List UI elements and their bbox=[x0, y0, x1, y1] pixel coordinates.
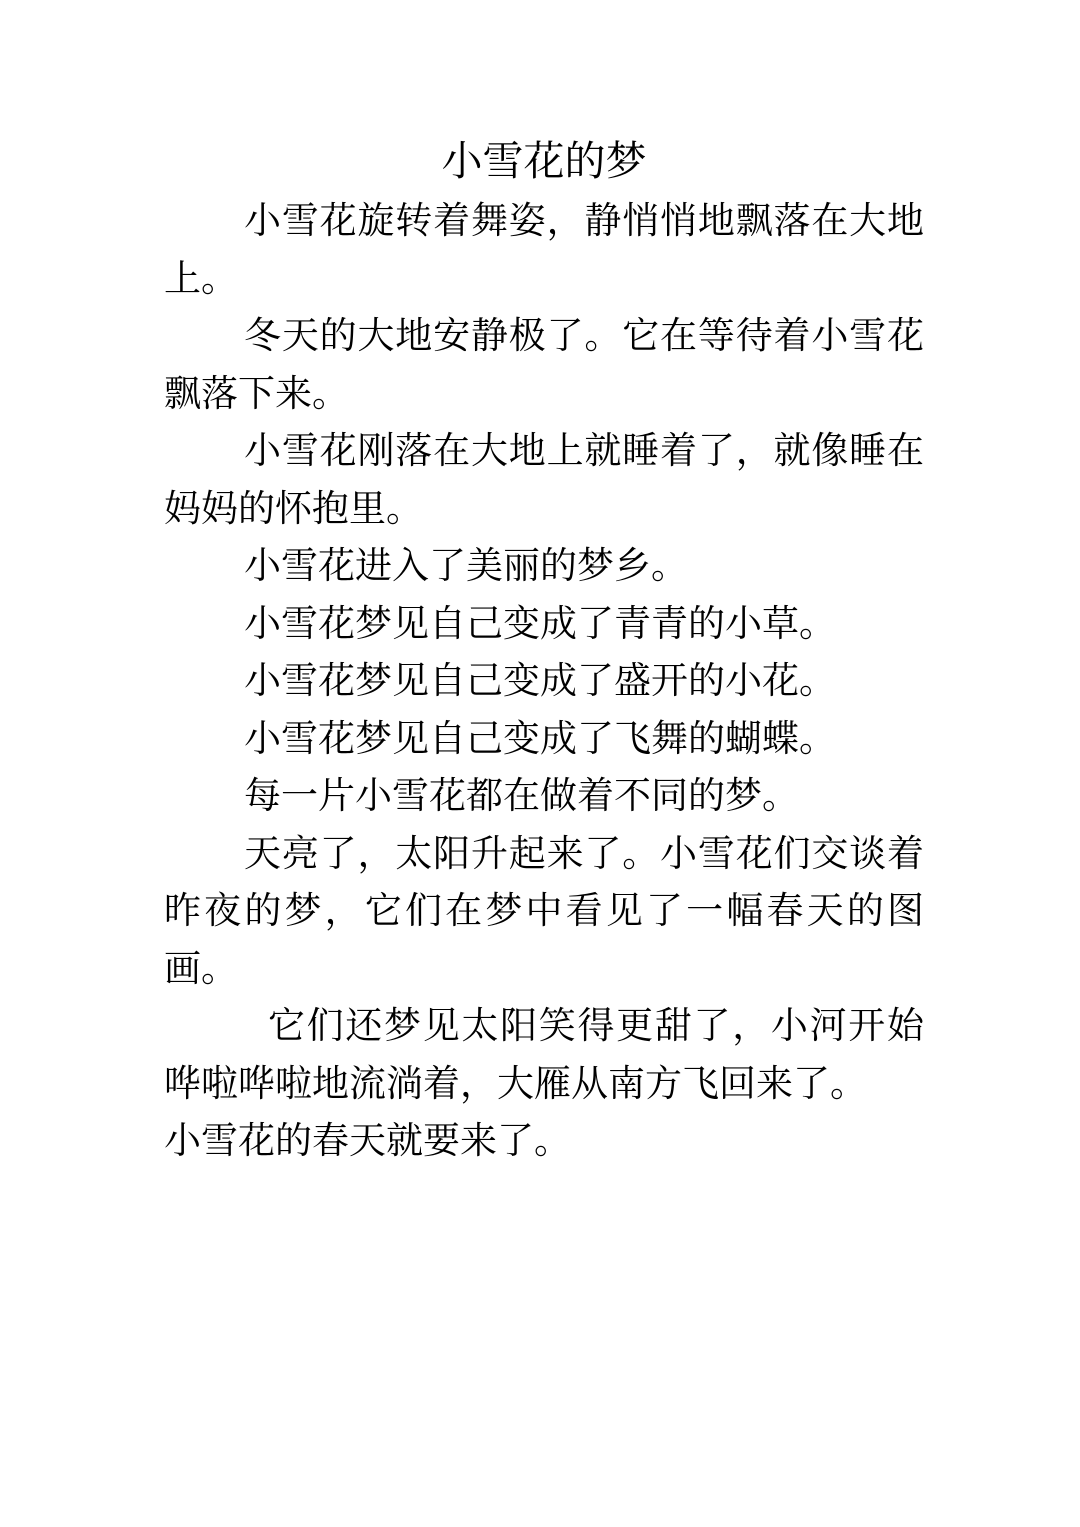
paragraph-2: 冬天的大地安静极了。它在等待着小雪花飘落下来。 bbox=[164, 314, 924, 415]
paragraph-4: 小雪花进入了美丽的梦乡。 bbox=[244, 544, 688, 587]
paragraph-3: 小雪花刚落在大地上就睡着了，就像睡在妈妈的怀抱里。 bbox=[164, 429, 924, 530]
paragraph-6: 小雪花梦见自己变成了盛开的小花。 bbox=[244, 659, 836, 702]
document-title: 小雪花的梦 bbox=[441, 137, 647, 185]
paragraph-7: 小雪花梦见自己变成了飞舞的蝴蝶。 bbox=[244, 716, 836, 760]
paragraph-10: 它们还梦见太阳笑得更甜了，小河开始哗啦哗啦地流淌着，大雁从南方飞回来了。 bbox=[164, 1004, 924, 1105]
paragraph-11: 小雪花的春天就要来了。 bbox=[164, 1119, 571, 1162]
paragraph-5: 小雪花梦见自己变成了青青的小草。 bbox=[244, 601, 836, 645]
paragraph-9: 天亮了，太阳升起来了。小雪花们交谈着昨夜的梦，它们在梦中看见了一幅春天的图画。 bbox=[164, 831, 924, 990]
paragraph-8: 每一片小雪花都在做着不同的梦。 bbox=[244, 774, 799, 817]
document-page bbox=[164, 132, 924, 1170]
paragraph-1: 小雪花旋转着舞姿，静悄悄地飘落在大地上。 bbox=[164, 199, 924, 300]
